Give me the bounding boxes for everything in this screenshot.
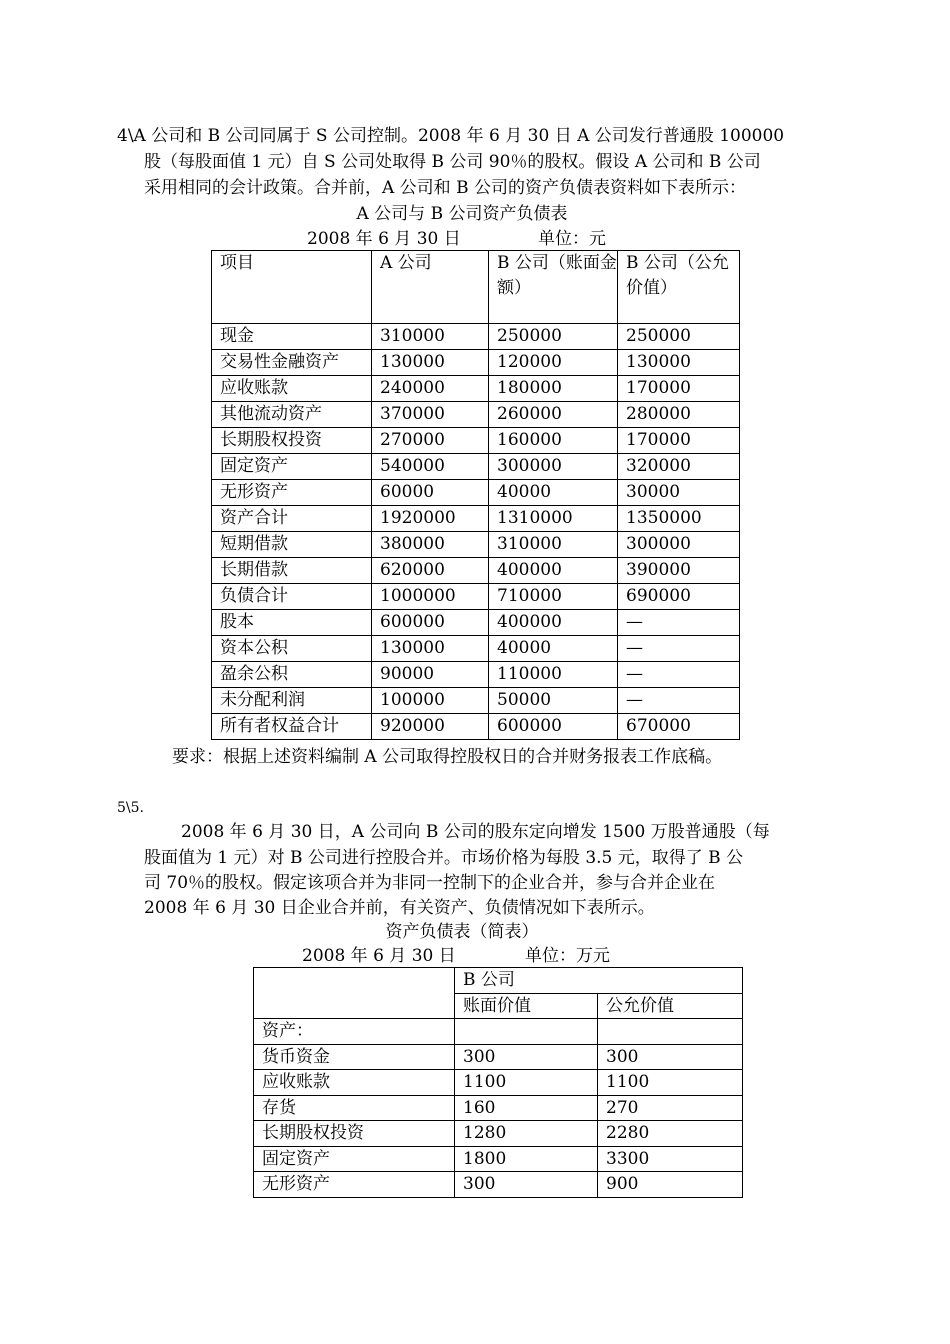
b-book-value: 180000 (489, 376, 618, 402)
b-fair-value: 670000 (618, 714, 740, 740)
fair-value: 900 (598, 1172, 743, 1198)
row-label: 所有者权益合计 (212, 714, 372, 740)
problem4-date: 2008 年 6 月 30 日 (307, 229, 461, 249)
book-value: 300 (455, 1044, 598, 1070)
a-company-value: 100000 (372, 688, 489, 714)
table-row (212, 402, 740, 428)
header-item: 项目 (212, 251, 372, 324)
table-row (212, 428, 740, 454)
a-company-value: 130000 (372, 636, 489, 662)
b-fair-value: 170000 (618, 428, 740, 454)
b-book-value: 1310000 (489, 506, 618, 532)
problem5-balance-table (253, 967, 743, 1198)
row-label: 无形资产 (212, 480, 372, 506)
b-fair-value: — (618, 636, 740, 662)
row-label: 货币资金 (254, 1044, 455, 1070)
b-book-value: 300000 (489, 454, 618, 480)
fair-value: 1100 (598, 1070, 743, 1096)
a-company-value: 380000 (372, 532, 489, 558)
table-row (212, 688, 740, 714)
problem4-requirement: 要求：根据上述资料编制 A 公司取得控股权日的合并财务报表工作底稿。 (172, 747, 723, 767)
problem4-unit: 单位：元 (538, 229, 606, 249)
b-fair-value: 250000 (618, 324, 740, 350)
header-b-fair: B 公司（公允价值） (618, 251, 740, 324)
row-label: 其他流动资产 (212, 402, 372, 428)
row-label: 无形资产 (254, 1172, 455, 1198)
header-fair-value: 公允价值 (598, 993, 743, 1019)
row-label: 固定资产 (254, 1146, 455, 1172)
row-label: 未分配利润 (212, 688, 372, 714)
table-row (212, 662, 740, 688)
book-value: 1100 (455, 1070, 598, 1096)
table-row (212, 454, 740, 480)
b-fair-value: — (618, 662, 740, 688)
problem5-label: 5\5. (117, 800, 144, 816)
b-fair-value: — (618, 688, 740, 714)
fair-value: 2280 (598, 1121, 743, 1147)
table-row (254, 1095, 743, 1121)
table-row (254, 1070, 743, 1096)
row-label: 应收账款 (254, 1070, 455, 1096)
table-row (212, 376, 740, 402)
b-book-value: 110000 (489, 662, 618, 688)
table-row (212, 714, 740, 740)
fair-value: 300 (598, 1044, 743, 1070)
fair-value: 270 (598, 1095, 743, 1121)
b-book-value: 40000 (489, 636, 618, 662)
a-company-value: 1000000 (372, 584, 489, 610)
row-label: 资产合计 (212, 506, 372, 532)
row-label: 短期借款 (212, 532, 372, 558)
b-fair-value: 280000 (618, 402, 740, 428)
b-fair-value: 1350000 (618, 506, 740, 532)
b-book-value: 160000 (489, 428, 618, 454)
problem5-date: 2008 年 6 月 30 日 (302, 946, 456, 966)
b-book-value: 600000 (489, 714, 618, 740)
problem5-line-4: 2008 年 6 月 30 日企业合并前，有关资产、负债情况如下表所示。 (144, 898, 655, 918)
problem5-line-2: 股面值为 1 元）对 B 公司进行控股合并。市场价格为每股 3.5 元，取得了 B 公 (144, 848, 744, 868)
b-book-value: 260000 (489, 402, 618, 428)
book-value: 300 (455, 1172, 598, 1198)
book-value: 1280 (455, 1121, 598, 1147)
b-book-value: 400000 (489, 610, 618, 636)
a-company-value: 370000 (372, 402, 489, 428)
table-row (212, 532, 740, 558)
row-label: 长期借款 (212, 558, 372, 584)
problem5-table-title: 资产负债表（简表） (385, 922, 539, 942)
table-row (212, 506, 740, 532)
problem4-line-3: 采用相同的会计政策。合并前，A 公司和 B 公司的资产负债表资料如下表所示： (144, 178, 746, 198)
b-fair-value: 300000 (618, 532, 740, 558)
row-label: 负债合计 (212, 584, 372, 610)
b-fair-value: 390000 (618, 558, 740, 584)
b-book-value: 40000 (489, 480, 618, 506)
a-company-value: 130000 (372, 350, 489, 376)
problem4-table-body (212, 324, 740, 740)
problem5-unit: 单位：万元 (525, 946, 610, 966)
blank-header-cell (254, 968, 455, 1019)
row-label: 股本 (212, 610, 372, 636)
row-label: 资本公积 (212, 636, 372, 662)
row-label: 长期股权投资 (254, 1121, 455, 1147)
a-company-value: 310000 (372, 324, 489, 350)
row-label: 现金 (212, 324, 372, 350)
b-fair-value: — (618, 610, 740, 636)
a-company-value: 600000 (372, 610, 489, 636)
table-row (254, 1121, 743, 1147)
a-company-value: 90000 (372, 662, 489, 688)
a-company-value: 920000 (372, 714, 489, 740)
a-company-value: 270000 (372, 428, 489, 454)
a-company-value: 540000 (372, 454, 489, 480)
row-label: 盈余公积 (212, 662, 372, 688)
table-row (212, 610, 740, 636)
a-company-value: 1920000 (372, 506, 489, 532)
b-fair-value: 320000 (618, 454, 740, 480)
b-book-value: 250000 (489, 324, 618, 350)
b-fair-value: 30000 (618, 480, 740, 506)
row-label: 交易性金融资产 (212, 350, 372, 376)
header-b-book: B 公司（账面金额） (489, 251, 618, 324)
row-label: 长期股权投资 (212, 428, 372, 454)
b-fair-value: 170000 (618, 376, 740, 402)
table-header-row (212, 251, 740, 324)
problem4-paragraph (117, 124, 784, 148)
row-label: 固定资产 (212, 454, 372, 480)
problem4-label: 4\ (117, 126, 134, 146)
b-book-value: 710000 (489, 584, 618, 610)
b-book-value: 50000 (489, 688, 618, 714)
problem5-line-1: 2008 年 6 月 30 日，A 公司向 B 公司的股东定向增发 1500 万股普通股（每 (181, 822, 770, 842)
problem4-line-2: 股（每股面值 1 元）自 S 公司处取得 B 公司 90％的股权。假设 A 公司和 B 公司 (144, 152, 761, 172)
b-fair-value: 130000 (618, 350, 740, 376)
table-row (212, 636, 740, 662)
problem4-table-title: A 公司与 B 公司资产负债表 (356, 204, 568, 224)
problem4-line-1: A 公司和 B 公司同属于 S 公司控制。2008 年 6 月 30 日 A 公司发行普通股 100000 (133, 126, 785, 146)
group-header-b-company: B 公司 (455, 968, 743, 994)
table-row (254, 1044, 743, 1070)
section-row (254, 1019, 743, 1045)
header-a-company: A 公司 (372, 251, 489, 324)
a-company-value: 240000 (372, 376, 489, 402)
table-row (212, 558, 740, 584)
problem5-table-body (254, 1044, 743, 1197)
b-book-value: 310000 (489, 532, 618, 558)
empty-cell (455, 1019, 598, 1045)
table-row (212, 480, 740, 506)
problem5-line-3: 司 70％的股权。假定该项合并为非同一控制下的企业合并，参与合并企业在 (144, 873, 716, 893)
table-row (212, 350, 740, 376)
section-label: 资产： (254, 1019, 455, 1045)
table-row (254, 1146, 743, 1172)
b-fair-value: 690000 (618, 584, 740, 610)
fair-value: 3300 (598, 1146, 743, 1172)
row-label: 存货 (254, 1095, 455, 1121)
a-company-value: 620000 (372, 558, 489, 584)
b-book-value: 400000 (489, 558, 618, 584)
group-header-row (254, 968, 743, 994)
table-row (212, 324, 740, 350)
a-company-value: 60000 (372, 480, 489, 506)
table-row (212, 584, 740, 610)
row-label: 应收账款 (212, 376, 372, 402)
book-value: 160 (455, 1095, 598, 1121)
table-row (254, 1172, 743, 1198)
empty-cell (598, 1019, 743, 1045)
b-book-value: 120000 (489, 350, 618, 376)
book-value: 1800 (455, 1146, 598, 1172)
problem4-balance-table (211, 250, 740, 740)
header-book-value: 账面价值 (455, 993, 598, 1019)
